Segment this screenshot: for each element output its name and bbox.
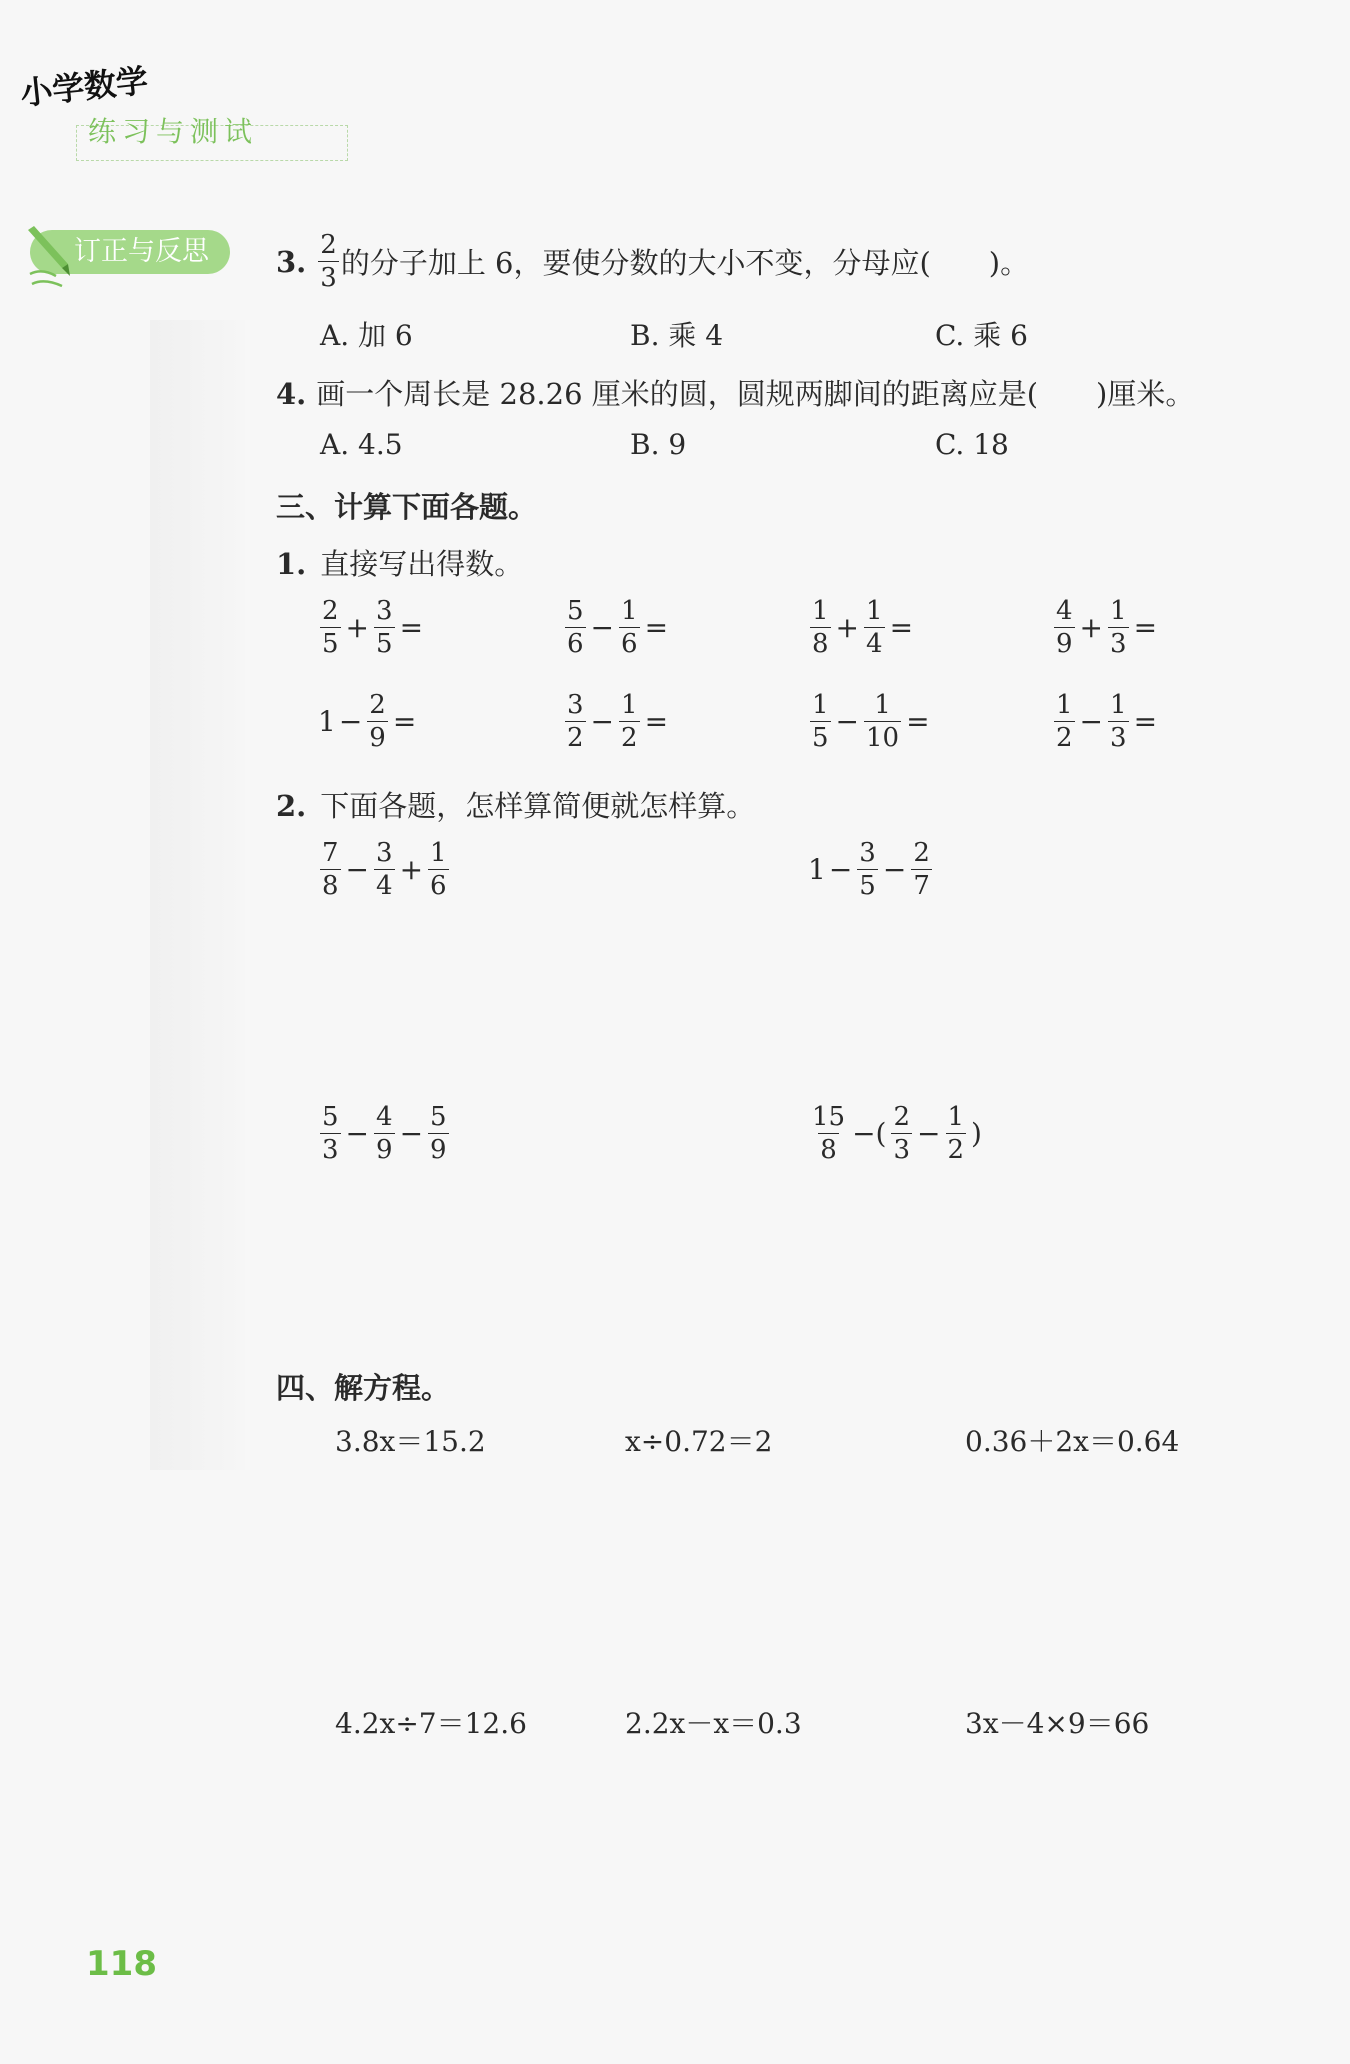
question-text: 的分子加上 6，要使分数的大小不变，分母应( )。	[340, 246, 1030, 280]
fraction: $\frac{2}{3}$	[320, 230, 337, 293]
simplify-expr-4: $\frac{15}{8}$ −( $\frac{2}{3}$ − $\frac{1}{2}$ )	[812, 1102, 982, 1165]
equation-3: 0.36＋2x＝0.64	[965, 1425, 1180, 1458]
correction-badge: 订正与反思	[30, 230, 230, 274]
equation-1: 3.8x＝15.2	[335, 1425, 486, 1458]
direct-calc-7: $\frac{1}{5}$ − $\frac{1}{10}$ =	[812, 690, 930, 753]
equation-2: x÷0.72＝2	[625, 1425, 773, 1458]
question-number: 4.	[276, 377, 307, 411]
subquestion-2: 2. 下面各题，怎样算简便就怎样算。	[276, 789, 756, 823]
equation-5: 2.2x－x＝0.3	[625, 1707, 802, 1740]
option-b: B. 9	[630, 428, 687, 461]
question-text: 画一个周长是 28.26 厘米的圆，圆规两脚间的距离应是( )厘米。	[316, 377, 1195, 411]
brand-title: 小学数学	[18, 61, 150, 113]
section-heading: 三、计算下面各题。	[276, 490, 538, 524]
question-number: 3.	[276, 244, 307, 279]
option-b: B. 乘 4	[630, 319, 724, 352]
option-c: C. 18	[935, 428, 1009, 461]
page-number: 118	[86, 1944, 157, 1984]
direct-calc-8: $\frac{1}{2}$ − $\frac{1}{3}$ =	[1056, 690, 1158, 753]
simplify-expr-1: $\frac{7}{8}$ − $\frac{3}{4}$ + $\frac{1}{6}$	[322, 838, 447, 901]
question-4	[276, 372, 1194, 413]
option-a: A. 加 6	[320, 319, 413, 352]
simplify-expr-2: 1 − $\frac{3}{5}$ − $\frac{2}{7}$	[808, 838, 930, 901]
equation-4: 4.2x÷7＝12.6	[335, 1707, 527, 1740]
direct-calc-6: $\frac{3}{2}$ − $\frac{1}{2}$ =	[567, 690, 669, 753]
question-3	[276, 232, 1029, 291]
margin-strip	[150, 320, 245, 1470]
section-heading: 四、解方程。	[276, 1371, 451, 1405]
brand-subtitle: 练习与测试	[88, 115, 259, 148]
direct-calc-2: $\frac{5}{6}$ − $\frac{1}{6}$ =	[567, 596, 669, 659]
subquestion-1: 1. 直接写出得数。	[276, 547, 524, 581]
option-c: C. 乘 6	[935, 319, 1028, 352]
direct-calc-1: $\frac{2}{5}$ + $\frac{3}{5}$ =	[322, 596, 424, 659]
option-a: A. 4.5	[320, 428, 403, 461]
equation-6: 3x－4×9＝66	[965, 1707, 1150, 1740]
direct-calc-5: 1 − $\frac{2}{9}$ =	[318, 690, 417, 753]
direct-calc-3: $\frac{1}{8}$ + $\frac{1}{4}$ =	[812, 596, 914, 659]
simplify-expr-3: $\frac{5}{3}$ − $\frac{4}{9}$ − $\frac{5}{9}$	[322, 1102, 447, 1165]
pencil-icon	[22, 224, 78, 296]
direct-calc-4: $\frac{4}{9}$ + $\frac{1}{3}$ =	[1056, 596, 1158, 659]
